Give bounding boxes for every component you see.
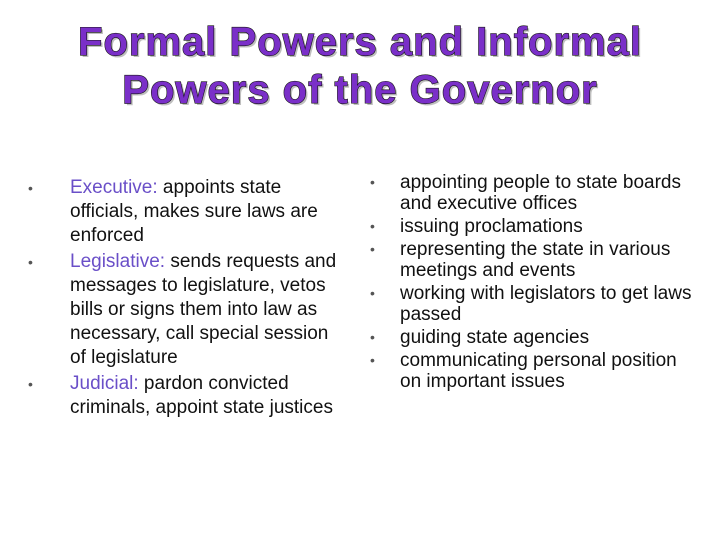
bullet-icon: • — [370, 329, 375, 345]
informal-power-text: guiding state agencies — [400, 327, 590, 348]
formal-power-keyword: Legislative: — [70, 251, 166, 272]
bullet-icon: • — [370, 174, 375, 190]
informal-power-text: working with legislators to get laws passed — [400, 283, 692, 325]
formal-power-item — [28, 250, 338, 370]
bullet-icon: • — [370, 352, 375, 368]
informal-power-item — [370, 350, 700, 392]
formal-power-text: sends requests and messages to legislature, vetos bills or signs them into law as necessary, call special session of legislature — [70, 251, 337, 368]
formal-power-text: appoints state officials, makes sure laws are enforced — [70, 177, 318, 246]
bullet-icon: • — [370, 241, 375, 257]
slide-title-line-1: Formal Powers and Informal — [78, 20, 642, 64]
slide-title-line-2: Powers of the Governor — [122, 68, 598, 112]
formal-power-item — [28, 176, 338, 248]
formal-power-keyword: Executive: — [70, 177, 158, 198]
informal-power-text: representing the state in various meetings and events — [400, 239, 671, 281]
bullet-icon: • — [370, 218, 375, 234]
informal-power-item — [370, 283, 700, 325]
informal-power-item — [370, 327, 700, 348]
informal-power-item — [370, 172, 700, 214]
informal-powers-list — [370, 172, 700, 392]
informal-power-item — [370, 216, 700, 237]
formal-powers-list — [28, 176, 338, 420]
formal-power-keyword: Judicial: — [70, 373, 139, 394]
bullet-icon: • — [28, 376, 33, 392]
formal-power-text: pardon convicted criminals, appoint state justices — [70, 373, 333, 418]
bullet-icon: • — [28, 180, 33, 196]
informal-power-text: issuing proclamations — [400, 216, 583, 237]
informal-power-text: appointing people to state boards and executive offices — [400, 172, 681, 214]
informal-power-text: communicating personal position on important issues — [400, 350, 677, 392]
slide-title — [20, 18, 700, 114]
informal-power-item — [370, 239, 700, 281]
bullet-icon: • — [370, 285, 375, 301]
bullet-icon: • — [28, 254, 33, 270]
formal-power-item — [28, 372, 338, 420]
